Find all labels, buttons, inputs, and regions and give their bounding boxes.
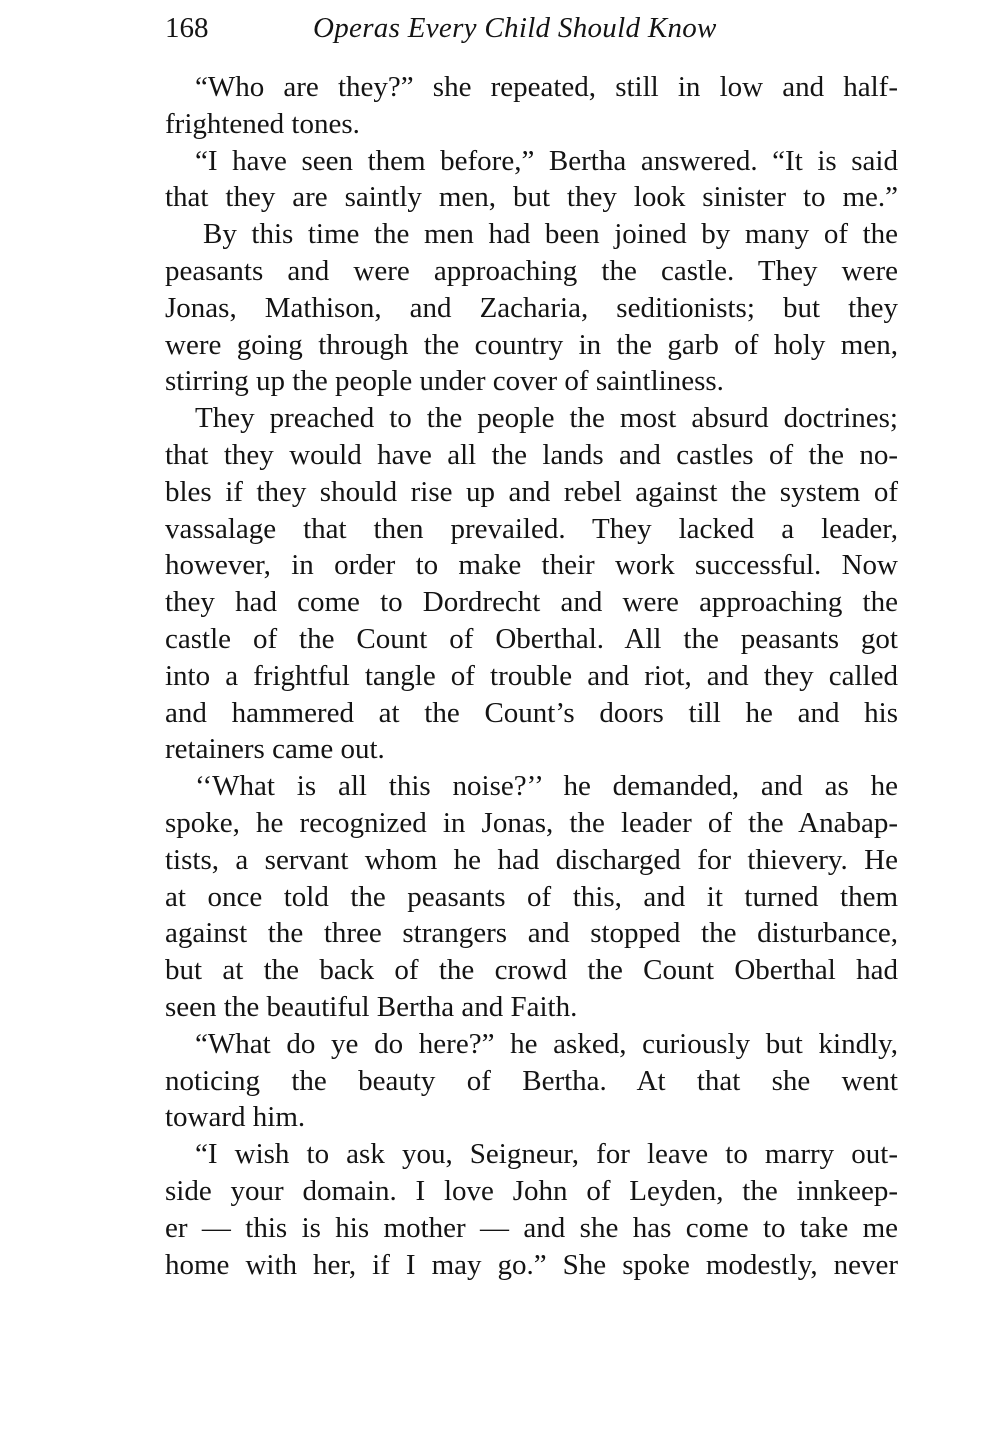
text-line: against the three strangers and stopped the disturbance, xyxy=(165,917,898,950)
paragraph-preached xyxy=(165,400,898,768)
text-line: ‘‘What is all this noise?’’ he demanded, and as he xyxy=(195,770,898,803)
text-line: They preached to the people the most absurd doctrines; xyxy=(195,402,898,435)
book-title: Operas Every Child Should Know xyxy=(313,12,717,44)
text-line: “I have seen them before,” Bertha answered. “It is said xyxy=(195,144,898,177)
paragraph-men-joined xyxy=(165,216,898,400)
text-line: Jonas, Mathison, and Zacharia, seditionists; but they xyxy=(165,291,898,324)
running-head xyxy=(165,8,900,48)
text-line: castle of the Count of Oberthal. All the peasants got xyxy=(165,622,898,655)
text-line: toward him. xyxy=(165,1101,306,1134)
text-line: tists, a servant whom he had discharged for thievery. He xyxy=(165,843,898,876)
text-line: they had come to Dordrecht and were approaching the xyxy=(165,586,898,619)
text-line: “Who are they?” she repeated, still in low and half- xyxy=(195,71,898,103)
paragraph-noise xyxy=(165,768,898,1026)
page-number: 168 xyxy=(165,12,209,44)
paragraph-who-are-they xyxy=(165,69,898,143)
text-line: seen the beautiful Bertha and Faith. xyxy=(165,990,578,1023)
text-line: home with her, if I may go.” She spoke modestly, never xyxy=(165,1248,898,1281)
text-line: that they would have all the lands and castles of the no- xyxy=(165,438,898,471)
text-line: By this time the men had been joined by many of the xyxy=(203,218,898,251)
text-line: noticing the beauty of Bertha. At that she went xyxy=(165,1064,898,1097)
text-line: vassalage that then prevailed. They lacked a leader, xyxy=(165,512,898,545)
text-line: stirring up the people under cover of saintliness. xyxy=(165,365,724,398)
text-line: but at the back of the crowd the Count Oberthal had xyxy=(165,954,898,987)
text-line: “I wish to ask you, Seigneur, for leave to marry out- xyxy=(195,1138,898,1171)
paragraph-bertha-answer xyxy=(165,143,898,217)
paragraph-what-do-ye-do xyxy=(165,1026,898,1136)
text-line: frightened tones. xyxy=(165,107,360,140)
text-line: “What do ye do here?” he asked, curiously but kindly, xyxy=(195,1027,898,1060)
text-line: side your domain. I love John of Leyden, the innkeep- xyxy=(165,1174,898,1207)
text-line: were going through the country in the garb of holy men, xyxy=(165,328,898,361)
text-line: that they are saintly men, but they look sinister to me.” xyxy=(165,181,898,214)
text-line: into a frightful tangle of trouble and riot, and they called xyxy=(165,659,898,692)
text-line: er — this is his mother — and she has come to take me xyxy=(165,1211,898,1244)
text-line: however, in order to make their work successful. Now xyxy=(165,549,898,582)
text-line: at once told the peasants of this, and it turned them xyxy=(165,880,898,913)
text-line: bles if they should rise up and rebel against the system of xyxy=(165,475,898,508)
text-line: peasants and were approaching the castle. They were xyxy=(165,254,898,287)
text-line: and hammered at the Count’s doors till he and his xyxy=(165,696,898,729)
body-text xyxy=(165,69,898,1283)
text-line: spoke, he recognized in Jonas, the leader of the Anabap- xyxy=(165,806,898,839)
text-line: retainers came out. xyxy=(165,733,385,766)
paragraph-wish-to-marry xyxy=(165,1136,898,1283)
